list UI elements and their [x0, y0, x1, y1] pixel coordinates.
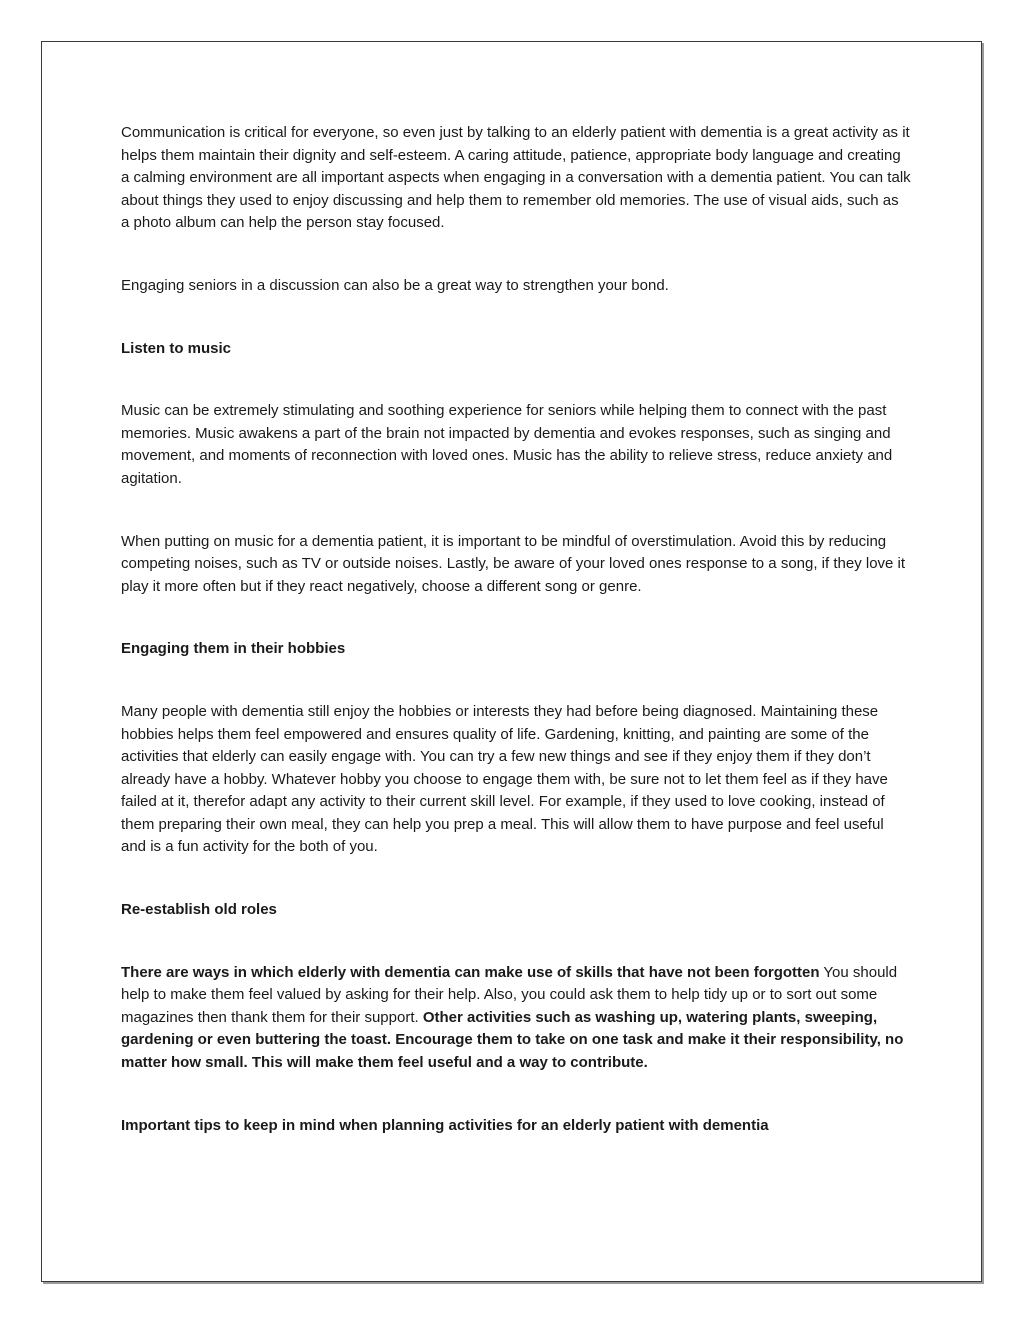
paragraph-old-roles-bold-intro: There are ways in which elderly with dementia can make use of skills that have not been forgotten [121, 963, 820, 981]
paragraph-discussion-bond: Engaging seniors in a discussion can also be a great way to strengthen your bond. [121, 276, 669, 294]
paragraph-music-stimulating: Music can be extremely stimulating and soothing experience for seniors while helping them to connect with the past memories. Music awakens a part of the brain not impacted by dementia and evokes responses, such as singing and movement, and moments of reconnection with loved ones. Music has the ability to relieve stress, reduce anxiety and agitation. [121, 402, 893, 487]
heading-engaging-hobbies: Engaging them in their hobbies [121, 640, 346, 658]
paragraph-music-overstimulation: When putting on music for a dementia patient, it is important to be mindful of overstimulation. Avoid this by reducing competing noises, such as TV or outside noises. Lastly, be aware of your loved ones response to a song, if they love it play it more often but if they react negatively, choose a different song or genre. [121, 532, 906, 595]
paragraph-hobbies: Many people with dementia still enjoy the hobbies or interests they had before being diagnosed. Maintaining these hobbies helps them feel empowered and ensures quality of life. Gardening, knitting, and painting are some of the activities that elderly can easily engage with. You can try a few new things and see if they enjoy them if they don’t already have a hobby. Whatever hobby you choose to engage them with, be sure not to let them feel as if they have failed at it, therefor adapt any activity to their current skill level. For example, if they used to love cooking, instead of them preparing their own meal, they can help you prep a meal. This will allow them to have purpose and feel useful and is a fun activity for the both of you. [121, 702, 888, 856]
heading-important-tips: Important tips to keep in mind when planning activities for an elderly patient with dementia [121, 1116, 769, 1134]
heading-listen-to-music: Listen to music [121, 339, 232, 357]
paragraph-old-roles [121, 962, 911, 1075]
paragraph-communication: Communication is critical for everyone, so even just by talking to an elderly patient with dementia is a great activity as it helps them maintain their dignity and self-esteem. A caring attitude, patience, appropriate body language and creating a calming environment are all important aspects when engaging in a conversation with a dementia patient. You can talk about things they used to enjoy discussing and help them to remember old memories. The use of visual aids, such as a photo album can help the person stay focused. [121, 124, 911, 232]
heading-re-establish-roles: Re-establish old roles [121, 901, 277, 919]
paragraph-old-roles-body: You should help to make them feel valued by asking for their help. Also, you could ask them to help tidy up or to sort out some magazines then thank them for their support. [121, 963, 898, 1026]
document-body [121, 122, 911, 1137]
paragraph-old-roles-bold-activities: Other activities such as washing up, watering plants, sweeping, gardening or even buttering the toast. Encourage them to take on one task and make it their responsibility, no matter how small. This will make them feel useful and a way to contribute. [121, 1008, 904, 1072]
